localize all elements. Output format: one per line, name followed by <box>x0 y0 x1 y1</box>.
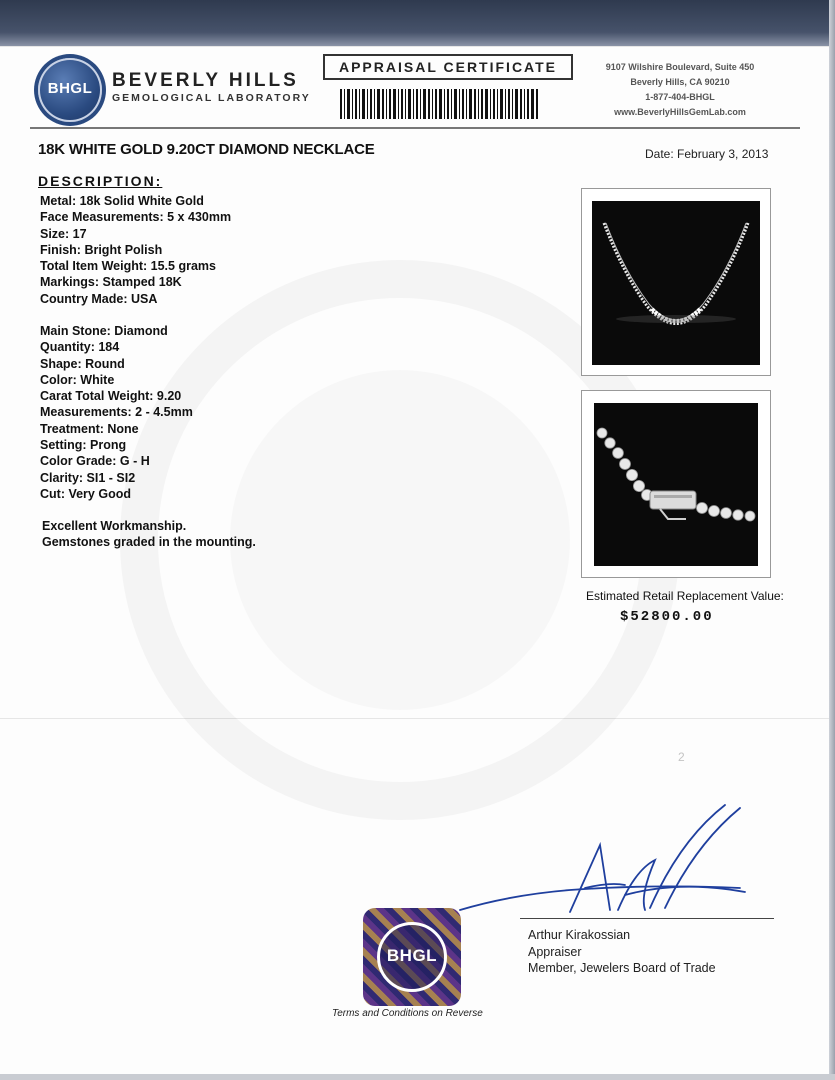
spec-line: Treatment: None <box>40 421 139 436</box>
signature-line <box>520 918 774 919</box>
spec-line: Color Grade: G - H <box>40 454 150 469</box>
spec-line: Color: White <box>40 372 115 387</box>
spec-line: Main Stone: Diamond <box>40 324 168 338</box>
address-line: 9107 Wilshire Boulevard, Suite 450 <box>605 62 755 72</box>
spec-line: Measurements: 2 - 4.5mm <box>40 405 193 420</box>
clasp-illustration <box>594 403 758 566</box>
hologram-seal <box>363 908 461 1006</box>
spec-line: Clarity: SI1 - SI2 <box>40 470 136 485</box>
necklace-photo <box>592 201 760 365</box>
necklace-photo-frame <box>581 188 771 376</box>
spec-line: Setting: Prong <box>40 438 127 453</box>
spec-line: Carat Total Weight: 9.20 <box>40 389 182 404</box>
spec-line: Face Measurements: 5 x 430mm <box>40 210 232 225</box>
clasp-photo <box>594 403 758 566</box>
fold-line <box>0 46 829 47</box>
clasp-photo-frame <box>581 390 771 578</box>
spec-line: Total Item Weight: 15.5 grams <box>40 259 216 274</box>
note-line: Excellent Workmanship. <box>42 519 187 533</box>
terms-note: Terms and Conditions on Reverse <box>332 1008 483 1019</box>
scanner-bottom-edge <box>0 1074 835 1080</box>
appraiser-signature <box>450 800 750 930</box>
appraisal-date: Date: February 3, 2013 <box>645 147 769 161</box>
description-heading: DESCRIPTION: <box>38 173 163 189</box>
spec-line: Metal: 18k Solid White Gold <box>40 194 204 208</box>
spec-line: Quantity: 184 <box>40 340 120 355</box>
metal-specs <box>40 193 231 307</box>
note-line: Gemstones graded in the mounting. <box>42 535 256 550</box>
appraiser-membership: Member, Jewelers Board of Trade <box>528 961 716 975</box>
notes <box>42 518 256 551</box>
spec-line: Markings: Stamped 18K <box>40 275 182 290</box>
stone-specs <box>40 323 193 502</box>
address-line: Beverly Hills, CA 90210 <box>630 77 730 87</box>
scanner-top-edge <box>0 0 835 46</box>
header-rule <box>30 127 800 129</box>
address-line: 1-877-404-BHGL <box>645 92 715 102</box>
spec-line: Size: 17 <box>40 226 87 241</box>
spec-line: Shape: Round <box>40 356 125 371</box>
valuation-label: Estimated Retail Replacement Value: <box>586 589 784 603</box>
valuation-value: $52800.00 <box>620 609 714 625</box>
address-line: www.BeverlyHillsGemLab.com <box>614 107 746 117</box>
appraiser-name: Arthur Kirakossian <box>528 928 631 942</box>
appraiser-role: Appraiser <box>528 944 582 959</box>
lab-logo-seal <box>38 58 102 122</box>
page-number: 2 <box>678 750 685 764</box>
hologram-text: BHGL <box>386 946 438 965</box>
spec-line: Cut: Very Good <box>40 486 131 501</box>
certificate-title-box: APPRAISAL CERTIFICATE <box>323 54 573 80</box>
item-title: 18K WHITE GOLD 9.20CT DIAMOND NECKLACE <box>38 141 375 158</box>
spec-line: Finish: Bright Polish <box>40 242 163 257</box>
spec-line: Country Made: USA <box>40 291 158 306</box>
necklace-illustration <box>592 201 760 365</box>
barcode <box>340 89 540 119</box>
appraiser-block <box>528 927 716 977</box>
lab-subtitle: GEMOLOGICAL LABORATORY <box>112 92 311 104</box>
seal-text: BHGL <box>47 80 93 97</box>
scanner-right-edge <box>829 0 835 1080</box>
lab-address <box>590 60 770 120</box>
lab-name: BEVERLY HILLS <box>112 70 299 91</box>
watermark-center <box>230 370 570 710</box>
